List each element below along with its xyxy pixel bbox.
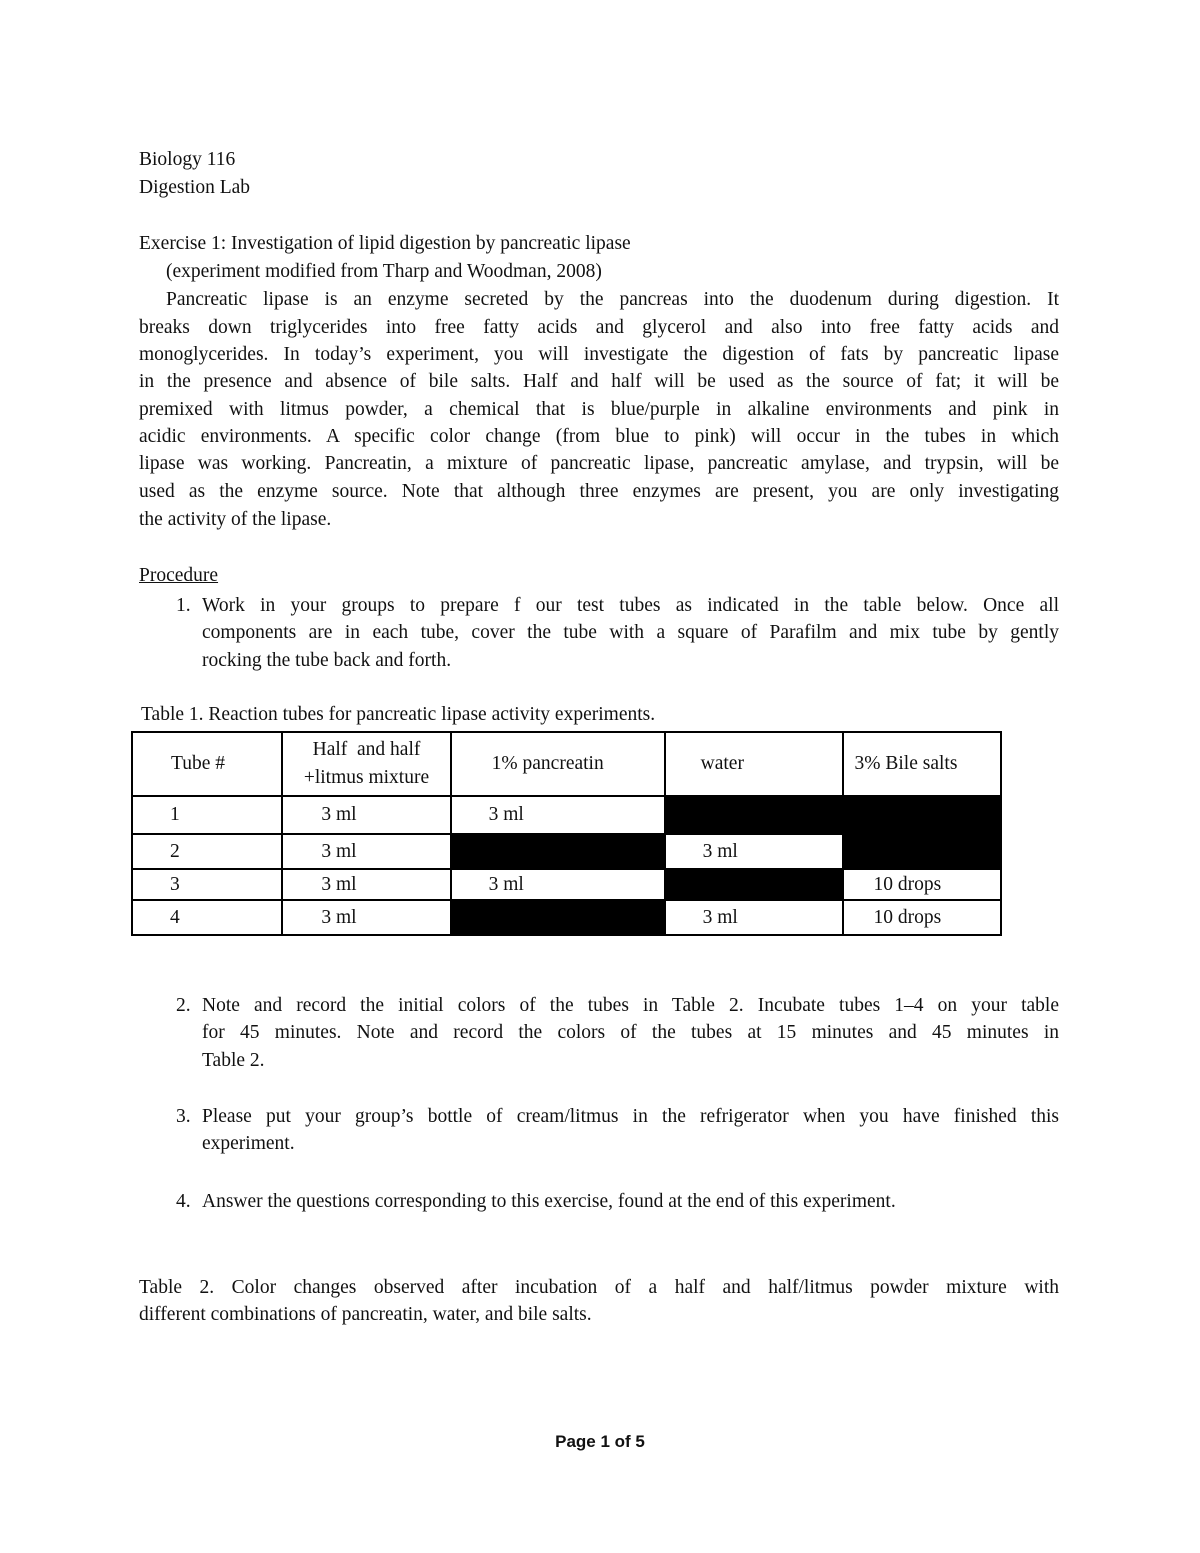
cell-tube: 2 <box>132 834 282 869</box>
header-half-and-half <box>282 732 450 796</box>
header-water: water <box>665 732 843 796</box>
table-row <box>132 900 1001 935</box>
header-half-line2: +litmus mixture <box>303 767 430 788</box>
step-line: Table 2. <box>202 1050 265 1071</box>
cell-pancreatin-blank <box>451 900 665 935</box>
cell-bile: 10 drops <box>843 869 1002 900</box>
header-bile-salts: 3% Bile salts <box>843 732 1002 796</box>
step-line: Work in your groups to prepare f our test tubes as indicated in the table below. Once all <box>202 595 1059 616</box>
step-number: 2. <box>176 995 191 1016</box>
intro-line: premixed with litmus powder, a chemical that is blue/purple in alkaline environments and pink in <box>139 399 1059 420</box>
table2-caption-line: different combinations of pancreatin, water, and bile salts. <box>139 1304 592 1325</box>
cell-half: 3 ml <box>282 834 450 869</box>
step-line: Answer the questions corresponding to this exercise, found at the end of this experiment. <box>202 1191 896 1212</box>
cell-tube: 1 <box>132 796 282 834</box>
intro-line: breaks down triglycerides into free fatty acids and glycerol and also into free fatty acids and <box>139 317 1059 338</box>
cell-tube: 3 <box>132 869 282 900</box>
intro-line: Pancreatic lipase is an enzyme secreted by the pancreas into the duodenum during digestion. It <box>166 289 1059 310</box>
cell-bile-blank <box>843 796 1002 834</box>
cell-water: 3 ml <box>665 900 843 935</box>
step-line: Note and record the initial colors of the tubes in Table 2. Incubate tubes 1–4 on your table <box>202 995 1059 1016</box>
step-number: 1. <box>176 595 191 616</box>
exercise-title: Exercise 1: Investigation of lipid digestion by pancreatic lipase <box>139 233 631 254</box>
step-number: 3. <box>176 1106 191 1127</box>
page-number <box>0 1432 1200 1452</box>
cell-water: 3 ml <box>665 834 843 869</box>
intro-line: acidic environments. A specific color change (from blue to pink) will occur in the tubes in which <box>139 426 1059 447</box>
header-tube: Tube # <box>132 732 282 796</box>
step-line: rocking the tube back and forth. <box>202 650 452 671</box>
course-title: Biology 116 <box>139 149 236 170</box>
intro-line: used as the enzyme source. Note that although three enzymes are present, you are only investigating <box>139 481 1059 502</box>
table-row <box>132 869 1001 900</box>
cell-half: 3 ml <box>282 900 450 935</box>
table-row <box>132 834 1001 869</box>
reaction-tubes-table <box>131 731 1002 936</box>
lab-title: Digestion Lab <box>139 177 251 198</box>
cell-bile: 10 drops <box>843 900 1002 935</box>
table2-caption-line: Table 2. Color changes observed after incubation of a half and half/litmus powder mixture with <box>139 1277 1059 1298</box>
source-note: (experiment modified from Tharp and Woodman, 2008) <box>166 261 602 282</box>
cell-pancreatin: 3 ml <box>451 869 665 900</box>
intro-line: the activity of the lipase. <box>139 509 332 530</box>
header-pancreatin: 1% pancreatin <box>451 732 665 796</box>
procedure-heading: Procedure <box>139 565 219 586</box>
page-number-label: Page 1 of 5 <box>555 1432 645 1451</box>
intro-line: lipase was working. Pancreatin, a mixture of pancreatic lipase, pancreatic amylase, and trypsin, will be <box>139 453 1059 474</box>
step-line: components are in each tube, cover the tube with a square of Parafilm and mix tube by gently <box>202 622 1059 643</box>
cell-pancreatin: 3 ml <box>451 796 665 834</box>
step-line: for 45 minutes. Note and record the colors of the tubes at 15 minutes and 45 minutes in <box>202 1022 1059 1043</box>
step-line: experiment. <box>202 1133 295 1154</box>
intro-line: monoglycerides. In today’s experiment, you will investigate the digestion of fats by pancreatic lipase <box>139 344 1059 365</box>
step-number: 4. <box>176 1191 191 1212</box>
cell-bile-blank <box>843 834 1002 869</box>
cell-tube: 4 <box>132 900 282 935</box>
cell-water-blank <box>665 796 843 834</box>
step-line: Please put your group’s bottle of cream/litmus in the refrigerator when you have finished this <box>202 1106 1059 1127</box>
table-header-row <box>132 732 1001 796</box>
cell-half: 3 ml <box>282 796 450 834</box>
table-row <box>132 796 1001 834</box>
header-half-line1: Half and half <box>312 739 421 760</box>
table1-caption: Table 1. Reaction tubes for pancreatic lipase activity experiments. <box>141 704 656 725</box>
cell-water-blank <box>665 869 843 900</box>
intro-line: in the presence and absence of bile salts. Half and half will be used as the source of fat; it will be <box>139 371 1059 392</box>
cell-half: 3 ml <box>282 869 450 900</box>
cell-pancreatin-blank <box>451 834 665 869</box>
